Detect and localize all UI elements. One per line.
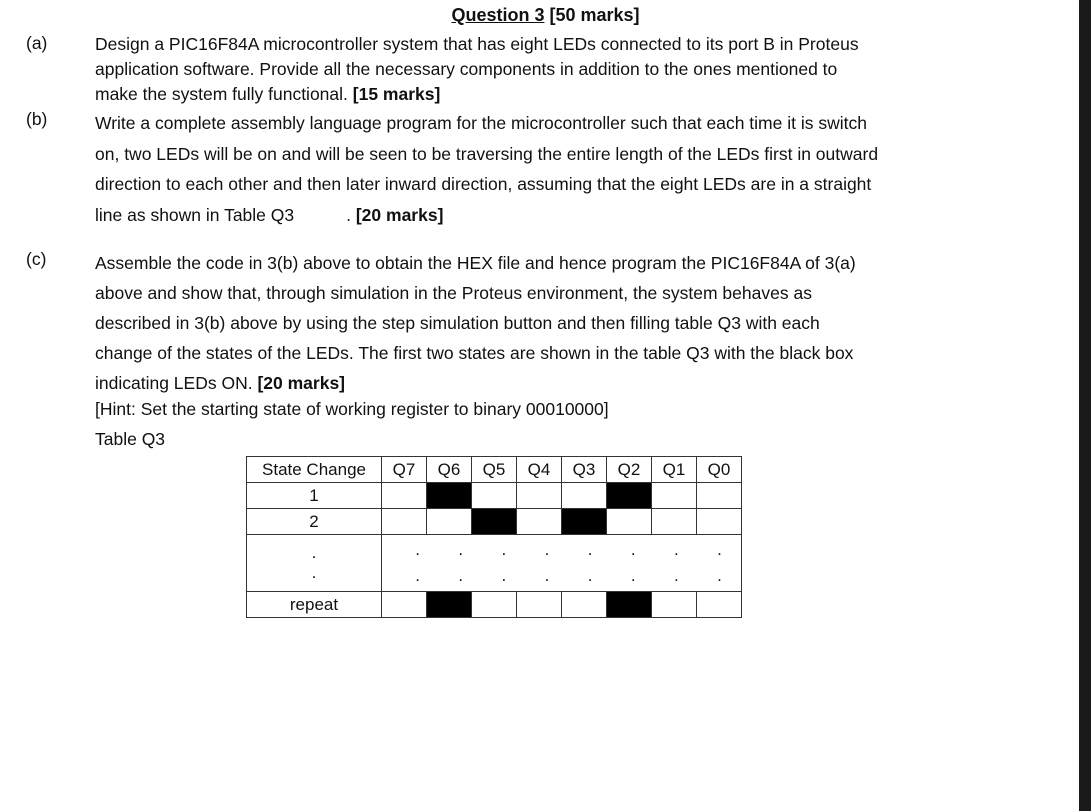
ellipsis-dot: .: [673, 566, 679, 585]
ellipsis-span-cell: [382, 535, 742, 592]
led-cell: [382, 509, 427, 535]
ellipsis-dot: .: [673, 540, 679, 559]
part-a-line-3: [95, 82, 954, 107]
part-a-line-1: Design a PIC16F84A microcontroller system that has eight LEDs connected to its port B in Proteus: [95, 34, 859, 54]
part-a-label: (a): [26, 33, 48, 53]
part-b-label: (b): [26, 109, 48, 129]
table-row: [247, 592, 742, 618]
led-on-cell: [607, 592, 652, 618]
header-q5: Q5: [472, 457, 517, 483]
led-cell: [697, 483, 742, 509]
part-b-line-4-text: [95, 205, 356, 225]
ellipsis-dot: .: [311, 543, 317, 562]
led-cell: [652, 483, 697, 509]
part-a-text: [95, 32, 971, 107]
ellipsis-dot: .: [630, 566, 636, 585]
header-q0: Q0: [697, 457, 742, 483]
part-a-line-3-text: make the system fully functional.: [95, 84, 348, 104]
led-on-cell: [472, 509, 517, 535]
part-b-marks: [20 marks]: [355, 204, 444, 225]
led-cell: [472, 592, 517, 618]
ellipsis-dot: .: [415, 566, 420, 585]
part-b-text: [95, 108, 971, 230]
part-b-line-4-content: line as shown in Table Q3: [95, 204, 295, 225]
led-cell: [517, 592, 562, 618]
question-title: [0, 4, 1091, 26]
ellipsis-dot: .: [501, 540, 507, 559]
part-a-line-2: application software. Provide all the necessary components in addition to the ones mentioned to: [95, 59, 838, 79]
led-cell: [427, 509, 472, 535]
part-c-line-3: described in 3(b) above by using the step simulation button and then filling table Q3 with each: [95, 313, 820, 333]
led-cell: [517, 483, 562, 509]
header-state-change: State Change: [247, 457, 382, 483]
part-c-line-2: above and show that, through simulation in the Proteus environment, the system behaves as: [95, 283, 812, 303]
led-cell: [562, 483, 607, 509]
led-cell: [652, 509, 697, 535]
part-b-line-4: [95, 200, 954, 231]
ellipsis-dot: .: [415, 540, 420, 559]
table-caption: Table Q3: [95, 429, 166, 449]
led-on-cell: [562, 509, 607, 535]
part-b-line-2: on, two LEDs will be on and will be seen to be traversing the entire length of the LEDs first in outward: [95, 143, 879, 164]
part-b-line-1: Write a complete assembly language program for the microcontroller such that each time it is switch: [95, 113, 867, 133]
ellipsis-dot: .: [587, 566, 593, 585]
question-number: Question 3: [451, 5, 545, 25]
ellipsis-dot: .: [458, 540, 464, 559]
state-label: repeat: [247, 592, 382, 618]
ellipsis-dot: .: [458, 566, 464, 585]
ellipsis-dot: .: [587, 540, 593, 559]
table-q3: [246, 456, 742, 618]
header-q4: Q4: [517, 457, 562, 483]
led-cell: [652, 592, 697, 618]
led-cell: [607, 509, 652, 535]
ellipsis-dot: .: [544, 540, 550, 559]
part-b-trailing-dot: .: [346, 204, 351, 225]
page-edge-bar: [1079, 0, 1091, 811]
led-cell: [697, 509, 742, 535]
header-q2: Q2: [607, 457, 652, 483]
part-c-line-5-text: indicating LEDs ON.: [95, 373, 253, 393]
question-total-marks: [50 marks]: [549, 5, 640, 25]
ellipsis-dot: .: [717, 566, 722, 585]
header-q6: Q6: [427, 457, 472, 483]
led-cell: [382, 483, 427, 509]
header-q1: Q1: [652, 457, 697, 483]
part-c-marks: [20 marks]: [257, 373, 346, 393]
table-row: [247, 483, 742, 509]
ellipsis-dot: .: [717, 540, 722, 559]
part-c-label: (c): [26, 249, 47, 269]
ellipsis-dot: .: [630, 540, 636, 559]
header-q7: Q7: [382, 457, 427, 483]
led-on-cell: [607, 483, 652, 509]
part-c-line-1: Assemble the code in 3(b) above to obtain the HEX file and hence program the PIC16F84A of 3(a): [95, 253, 856, 273]
ellipsis-cell: [247, 535, 382, 592]
ellipsis-row: [247, 535, 742, 592]
part-c-line-4: change of the states of the LEDs. The first two states are shown in the table Q3 with the black box: [95, 343, 854, 363]
led-on-cell: [427, 483, 472, 509]
led-cell: [472, 483, 517, 509]
table-row: [247, 509, 742, 535]
state-label: 2: [247, 509, 382, 535]
led-cell: [517, 509, 562, 535]
part-c-hint: [Hint: Set the starting state of working register to binary 00010000]: [95, 399, 609, 419]
ellipsis-dot: .: [544, 566, 550, 585]
table-header-row: [247, 457, 742, 483]
led-cell: [382, 592, 427, 618]
header-q3: Q3: [562, 457, 607, 483]
ellipsis-dots-top: [382, 540, 741, 559]
part-b-line-3: direction to each other and then later inward direction, assuming that the eight LEDs are in a straight: [95, 174, 872, 194]
ellipsis-dots-bottom: [382, 566, 741, 585]
part-c-text: [95, 248, 971, 398]
led-cell: [562, 592, 607, 618]
led-on-cell: [427, 592, 472, 618]
state-label: 1: [247, 483, 382, 509]
ellipsis-dot: .: [501, 566, 507, 585]
led-cell: [697, 592, 742, 618]
part-c-line-5: [95, 368, 954, 398]
ellipsis-dot: .: [311, 563, 317, 582]
part-a-marks: [15 marks]: [352, 84, 441, 104]
